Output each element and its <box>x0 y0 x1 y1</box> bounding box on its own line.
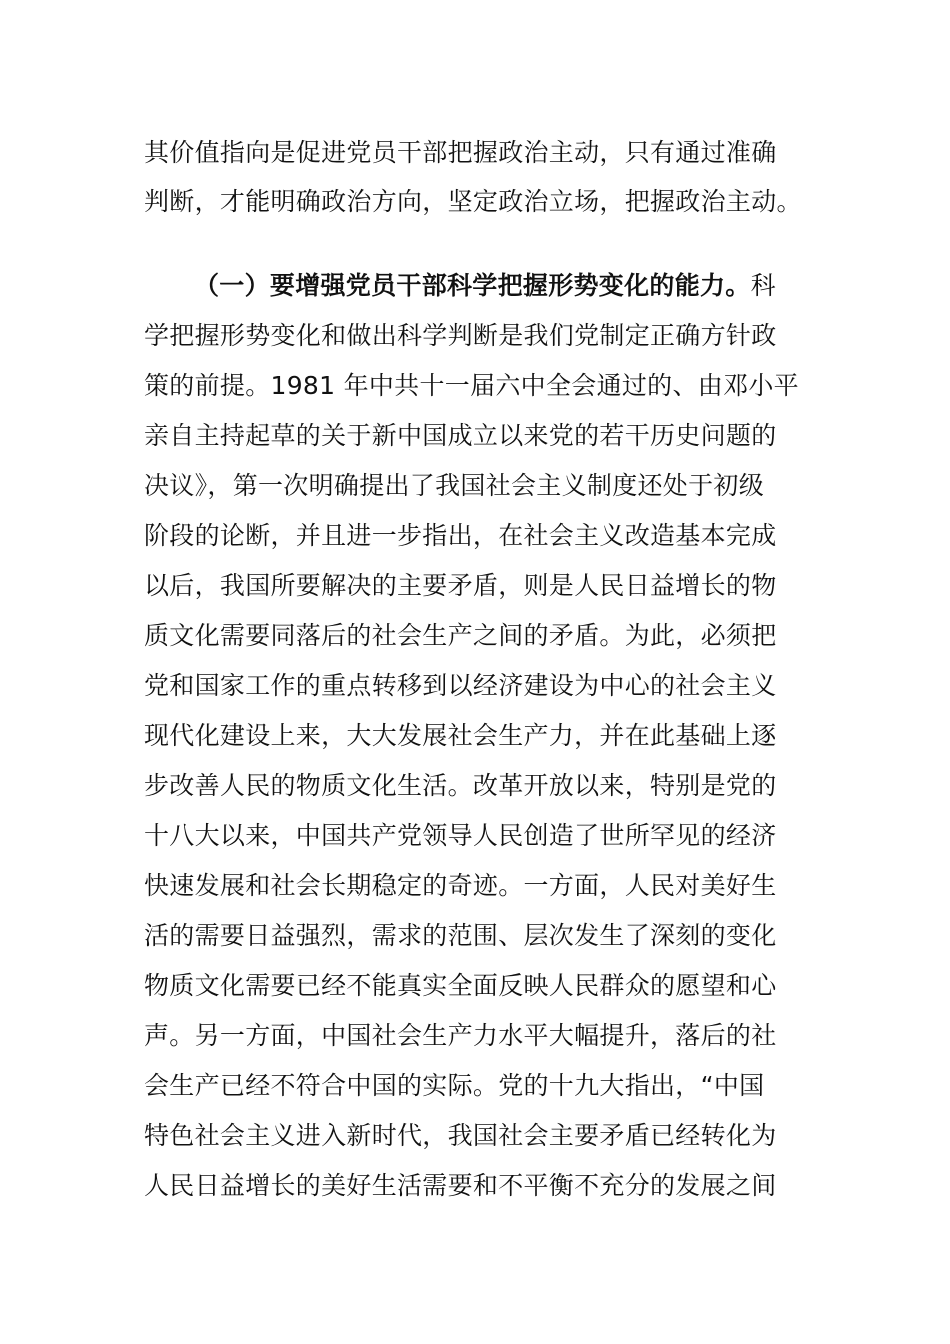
paragraph-line: 策的前提。1981 年中共十一届六中全会通过的、由邓小平 <box>144 371 799 400</box>
paragraph-line: 党和国家工作的重点转移到以经济建设为中心的社会主义 <box>144 671 777 700</box>
paragraph-line: 决议》，第一次明确提出了我国社会主义制度还处于初级 <box>144 471 765 500</box>
paragraph-line: 十八大以来，中国共产党领导人民创造了世所罕见的经济 <box>144 821 777 850</box>
paragraph-line: 步改善人民的物质文化生活。改革开放以来，特别是党的 <box>144 771 777 800</box>
paragraph-line: 阶段的论断，并且进一步指出，在社会主义改造基本完成 <box>144 521 777 550</box>
paragraph-line: 物质文化需要已经不能真实全面反映人民群众的愿望和心 <box>144 971 777 1000</box>
paragraph-line: 特色社会主义进入新时代，我国社会主要矛盾已经转化为 <box>144 1121 777 1150</box>
paragraph-line: 活的需要日益强烈，需求的范围、层次发生了深刻的变化 <box>144 921 777 950</box>
paragraph-line: 质文化需要同落后的社会生产之间的矛盾。为此，必须把 <box>144 621 777 650</box>
paragraph-line: 学把握形势变化和做出科学判断是我们党制定正确方针政 <box>144 321 777 350</box>
paragraph-line: 判断，才能明确政治方向，坚定政治立场，把握政治主动。 <box>144 187 802 216</box>
paragraph-line: 快速发展和社会长期稳定的奇迹。一方面，人民对美好生 <box>144 871 777 900</box>
paragraph-line: 人民日益增长的美好生活需要和不平衡不充分的发展之间 <box>144 1171 777 1200</box>
paragraph-line: 其价值指向是促进党员干部把握政治主动，只有通过准确 <box>144 138 777 167</box>
paragraph-line: 亲自主持起草的关于新中国成立以来党的若干历史问题的 <box>144 421 777 450</box>
paragraph-line: 声。另一方面，中国社会生产力水平大幅提升，落后的社 <box>144 1021 777 1050</box>
paragraph-line: 以后，我国所要解决的主要矛盾，则是人民日益增长的物 <box>144 571 777 600</box>
section-heading-line <box>194 261 808 311</box>
section-heading: （一）要增强党员干部科学把握形势变化的能力。 <box>194 271 751 300</box>
paragraph-line: 会生产已经不符合中国的实际。党的十九大指出，“中国 <box>144 1071 765 1100</box>
heading-tail-text: 科 <box>750 271 776 300</box>
paragraph-line: 现代化建设上来，大大发展社会生产力，并在此基础上逐 <box>144 721 777 750</box>
